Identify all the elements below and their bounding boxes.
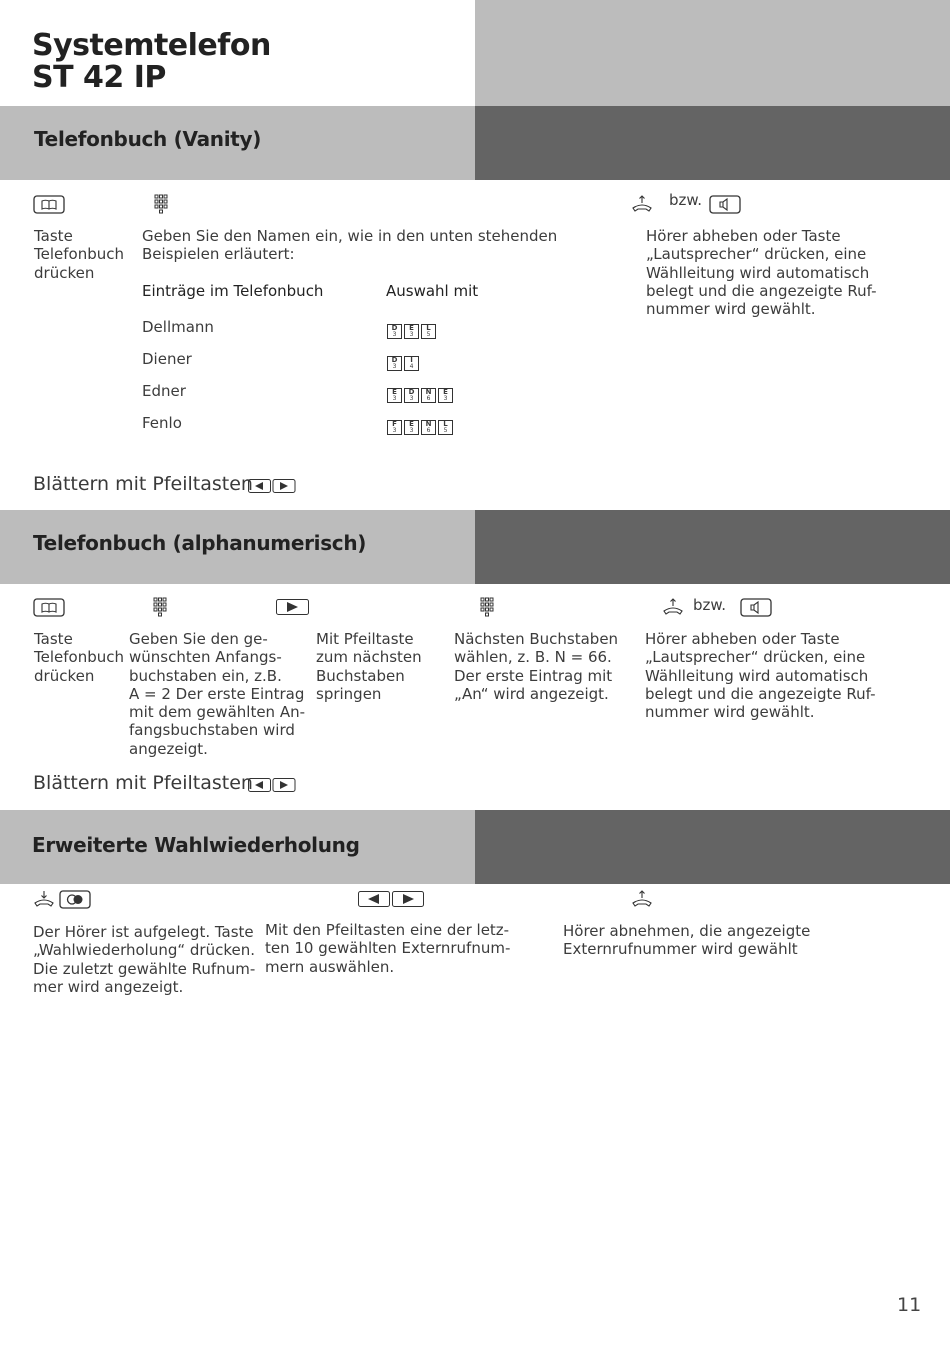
bzw-label: bzw. <box>669 191 703 209</box>
section3-col3-text: Hörer abnehmen, die angezeigte Externrufnummer wird gewählt <box>563 922 811 959</box>
title-line2: ST 42 IP <box>32 60 166 95</box>
letter-key-icon: E 3 <box>404 420 419 435</box>
section1-title: Telefonbuch (Vanity) <box>34 127 262 151</box>
page-title <box>32 30 271 94</box>
letter-key-icon: E 3 <box>387 388 402 403</box>
letter-key-icon: N 6 <box>421 388 436 403</box>
letter-key-icon: D 3 <box>387 356 402 371</box>
keypad-icon <box>154 194 168 216</box>
page-number: 11 <box>897 1294 922 1316</box>
arrow-keys-icon <box>248 479 296 493</box>
section2-col3-text: Mit Pfeiltaste zum nächsten Buchstaben springen <box>316 630 422 703</box>
bzw-label: bzw. <box>693 596 727 614</box>
section2-title: Telefonbuch (alphanumerisch) <box>33 531 367 555</box>
entry-keys <box>387 388 455 407</box>
section1-band-dark <box>475 106 950 180</box>
section2-band-dark <box>475 510 950 584</box>
arrow-keys-icon <box>248 778 296 792</box>
letter-key-icon: D 3 <box>404 388 419 403</box>
scroll-hint-text: Blättern mit Pfeiltasten <box>33 772 253 794</box>
section1-scroll-hint <box>33 473 253 495</box>
section3-title: Erweiterte Wahlwiederholung <box>32 833 360 857</box>
keypad-icon <box>153 597 167 619</box>
handset-lift-icon <box>631 890 653 908</box>
scroll-hint-text: Blättern mit Pfeiltasten <box>33 473 253 495</box>
section3-col1-text: Der Hörer ist aufgelegt. Taste „Wahlwiederholung“ drücken. Die zuletzt gewählte Rufnum- mer wird angezeigt. <box>33 923 256 996</box>
arrow-keys-icon <box>358 891 424 907</box>
header-gray-block <box>475 0 950 106</box>
speaker-key-icon <box>740 598 772 617</box>
keypad-icon <box>480 597 494 619</box>
redial-key-icon <box>59 890 91 909</box>
table-header-selection: Auswahl mit <box>386 282 479 300</box>
section2-scroll-hint <box>33 772 253 794</box>
letter-key-icon: E 3 <box>438 388 453 403</box>
section2-col4-text: Nächsten Buchstaben wählen, z. B. N = 66. Der erste Eintrag mit „An“ wird angezeigt. <box>454 630 619 703</box>
phonebook-key-icon <box>33 195 65 214</box>
handset-lift-icon <box>662 598 684 616</box>
entry-name: Diener <box>142 350 192 368</box>
section2-col2-text: Geben Sie den ge- wünschten Anfangs- buchstaben ein, z.B. A = 2 Der erste Eintrag mit dem gewählten An- fangsbuchstaben wird angezeigt. <box>129 630 306 758</box>
table-header-entries: Einträge im Telefonbuch <box>142 282 324 300</box>
section1-col3-text: Hörer abheben oder Taste „Lautsprecher“ drücken, eine Wählleitung wird automatisch belegt und die angezeigte Ruf- nummer wird gewählt. <box>646 227 877 319</box>
handset-lift-icon <box>631 195 653 213</box>
letter-key-icon: D 3 <box>387 324 402 339</box>
section3-col2-text: Mit den Pfeiltasten eine der letz- ten 10 gewählten Externrufnum- mern auswählen. <box>265 921 511 976</box>
entry-keys <box>387 324 438 343</box>
letter-key-icon: E 3 <box>404 324 419 339</box>
section2-col1-text: Taste Telefonbuch drücken <box>34 630 124 685</box>
speaker-key-icon <box>709 195 741 214</box>
letter-key-icon: N 6 <box>421 420 436 435</box>
letter-key-icon: L 5 <box>421 324 436 339</box>
phonebook-key-icon <box>33 598 65 617</box>
section2-col5-text: Hörer abheben oder Taste „Lautsprecher“ drücken, eine Wählleitung wird automatisch belegt und die angezeigte Ruf- nummer wird gewählt. <box>645 630 876 722</box>
letter-key-icon: I 4 <box>404 356 419 371</box>
section3-band-dark <box>475 810 950 884</box>
section1-col2-text: Geben Sie den Namen ein, wie in den unten stehenden Beispielen erläutert: <box>142 227 558 264</box>
section1-col1-text: Taste Telefonbuch drücken <box>34 227 124 282</box>
entry-keys <box>387 356 421 375</box>
entry-name: Edner <box>142 382 186 400</box>
arrow-right-key-icon <box>276 599 309 615</box>
letter-key-icon: F 3 <box>387 420 402 435</box>
entry-keys <box>387 420 455 439</box>
entry-name: Fenlo <box>142 414 182 432</box>
letter-key-icon: L 5 <box>438 420 453 435</box>
handset-down-icon <box>33 890 55 908</box>
entry-name: Dellmann <box>142 318 214 336</box>
title-line1: Systemtelefon <box>32 28 271 63</box>
